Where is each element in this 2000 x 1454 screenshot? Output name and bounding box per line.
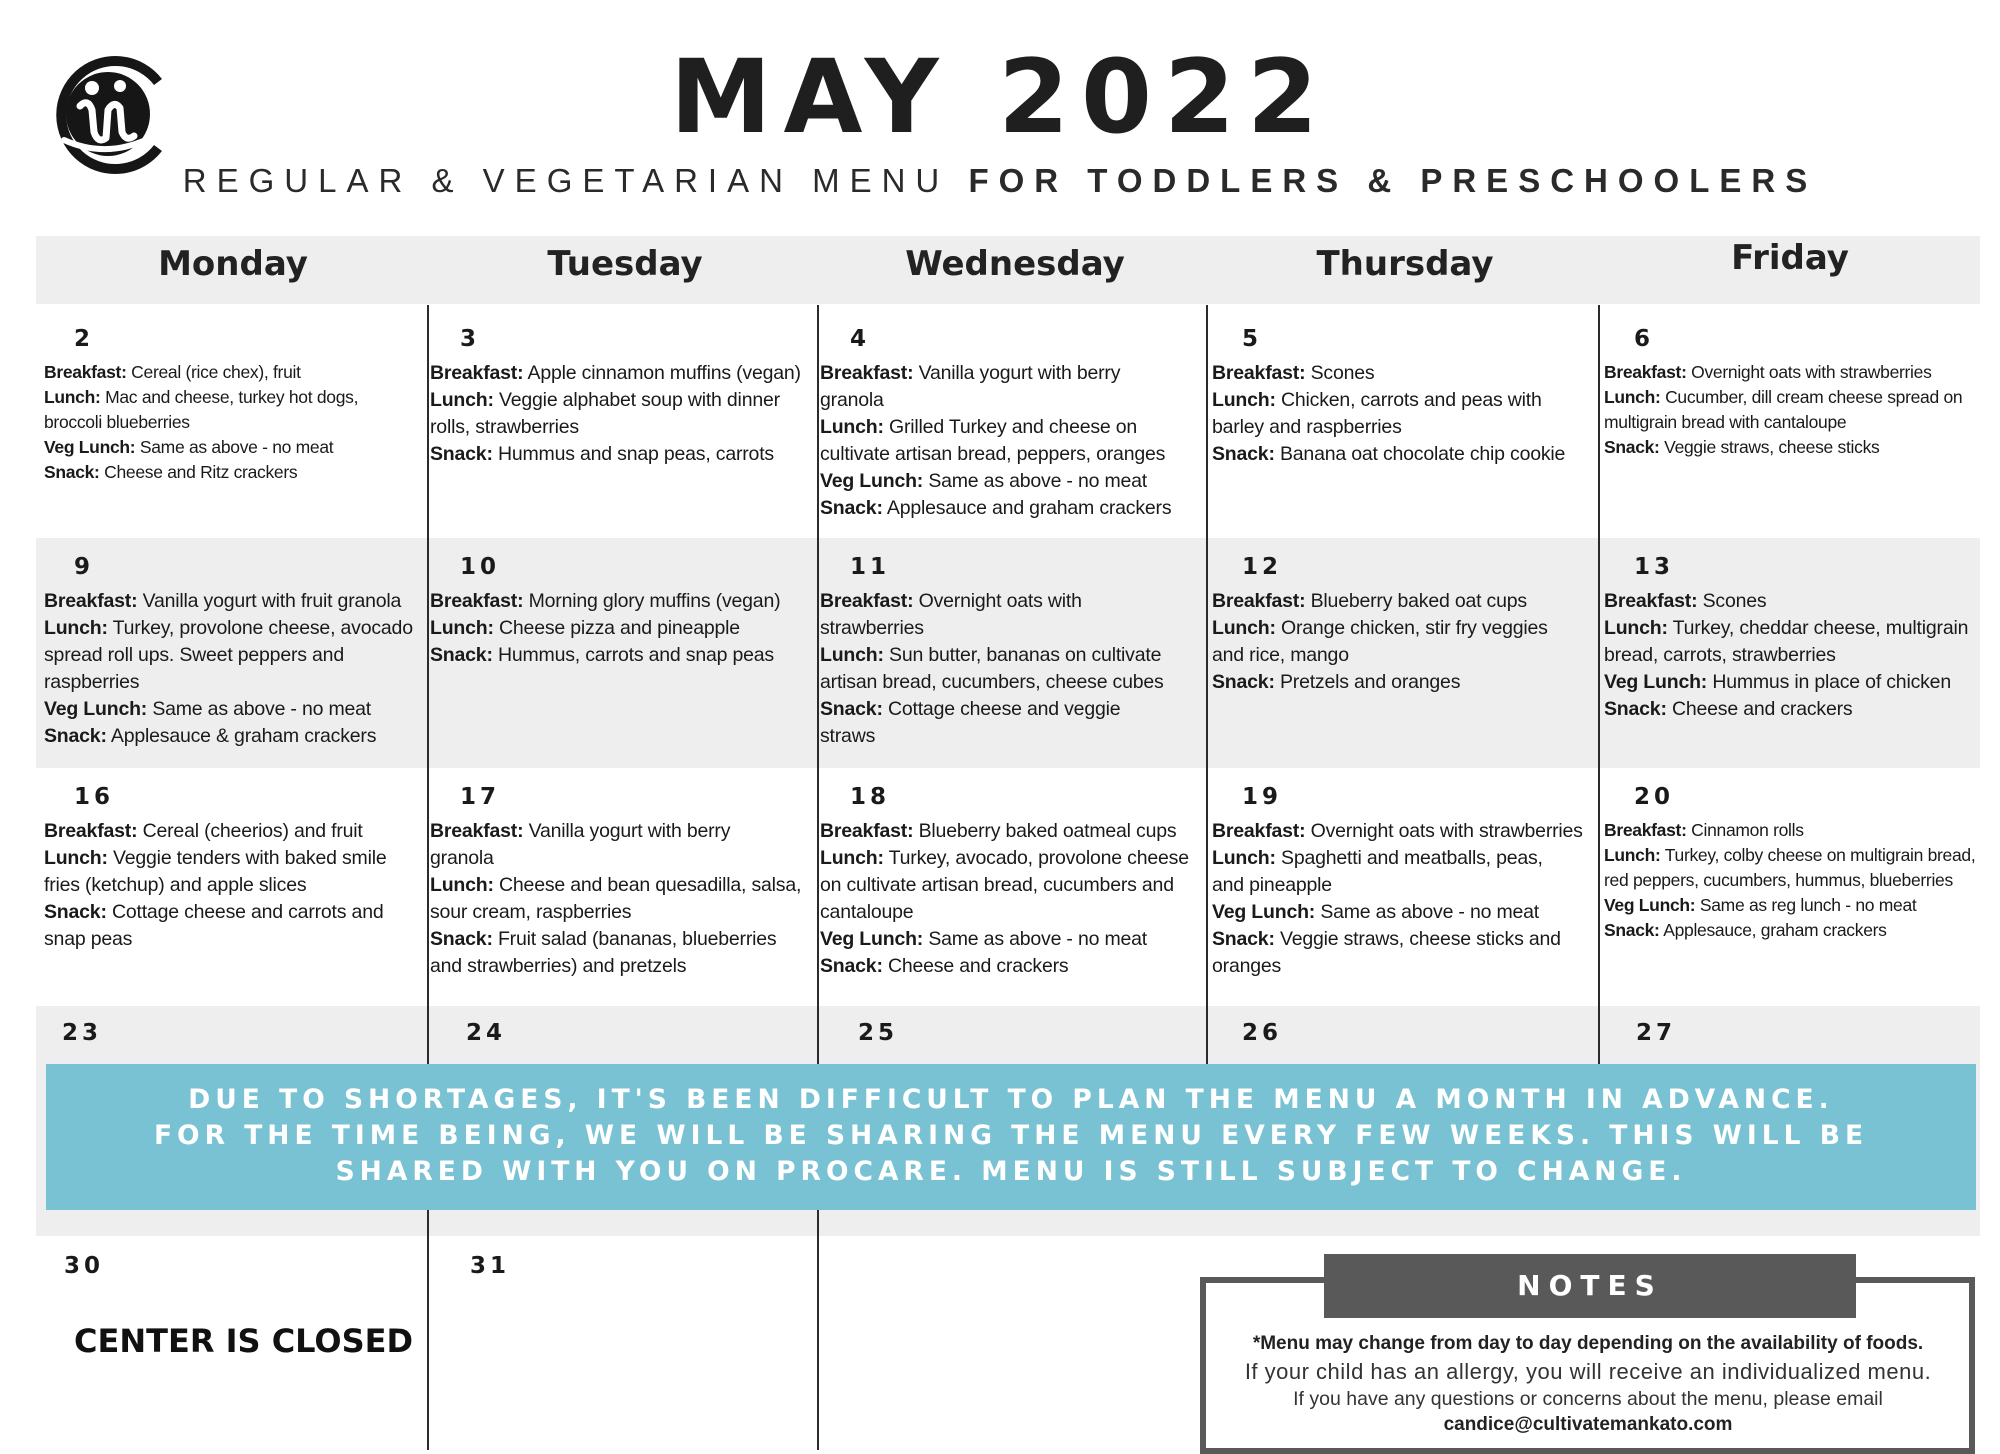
meal-label: Lunch: [1604, 845, 1661, 865]
meal-text: Veggie alphabet soup with dinner [499, 389, 780, 411]
meal-text: rolls, strawberries [430, 416, 579, 438]
meal-text: Vanilla yogurt with berry [918, 362, 1121, 384]
meal-text: Vanilla yogurt with fruit granola [142, 590, 402, 612]
day-cell [1604, 554, 1984, 723]
menu-line [44, 696, 424, 723]
meal-text: Scones [1310, 362, 1375, 384]
menu-line [44, 460, 424, 485]
meal-label: Lunch: [44, 847, 108, 869]
menu-line [1212, 615, 1596, 642]
meal-text: Overnight oats with strawberries [1310, 820, 1583, 842]
meal-label: Lunch: [1604, 617, 1668, 639]
banner-line: FOR THE TIME BEING, WE WILL BE SHARING THE MENU EVERY FEW WEEKS. THIS WILL BE [153, 1120, 1869, 1151]
meal-text: granola [430, 847, 494, 869]
date-number: 24 [466, 1020, 507, 1046]
menu-line [1212, 387, 1596, 414]
menu-line [1604, 588, 1984, 615]
date-number: 19 [1242, 784, 1283, 810]
meal-text: Mac and cheese, turkey hot dogs, [105, 387, 359, 407]
meal-label: Breakfast: [1604, 820, 1687, 840]
menu-line [44, 899, 424, 926]
date-number: 2 [74, 326, 95, 352]
meal-label: Lunch: [430, 617, 494, 639]
meal-label: Breakfast: [1604, 362, 1687, 382]
date-number: 30 [64, 1253, 105, 1279]
meal-text: Hummus and snap peas, carrots [497, 443, 774, 465]
menu-line [820, 642, 1204, 669]
meal-label: Veg Lunch: [1604, 671, 1708, 693]
meal-text: Cinnamon rolls [1691, 820, 1804, 840]
page-title: MAY 2022 [670, 38, 1330, 157]
menu-line [1604, 893, 1984, 918]
shortage-notice-banner [46, 1064, 1976, 1210]
column-divider [1598, 305, 1600, 1065]
meal-label: Breakfast: [44, 590, 138, 612]
date-number: 16 [74, 784, 115, 810]
menu-line [820, 696, 1204, 723]
meal-text: Cheese pizza and pineapple [499, 617, 740, 639]
menu-line [44, 723, 424, 750]
meal-text: Blueberry baked oatmeal cups [918, 820, 1177, 842]
menu-line [1604, 918, 1984, 943]
notes-content [1206, 1330, 1970, 1438]
meal-label: Lunch: [44, 387, 101, 407]
meal-text: Same as above - no meat [139, 437, 334, 457]
menu-line [1604, 696, 1984, 723]
meal-text: Vanilla yogurt with berry [528, 820, 731, 842]
day-cell [1212, 326, 1596, 468]
meal-text: Chicken, carrots and peas with [1281, 389, 1542, 411]
menu-line [430, 845, 814, 872]
meal-text: Same as above - no meat [928, 470, 1148, 492]
meal-text: artisan bread, cucumbers, cheese cubes [820, 671, 1164, 693]
meal-label: Snack: [820, 698, 883, 720]
menu-line [44, 615, 424, 642]
menu-line [820, 872, 1204, 899]
meal-text: Turkey, provolone cheese, avocado [112, 617, 413, 639]
day-header-wednesday: Wednesday [905, 244, 1125, 284]
menu-line [430, 441, 814, 468]
meal-text: Apple cinnamon muffins (vegan) [527, 362, 801, 384]
menu-line [1212, 845, 1596, 872]
menu-line [430, 926, 814, 953]
meal-text: Applesauce and graham crackers [886, 497, 1172, 519]
meal-label: Snack: [1604, 920, 1660, 940]
menu-line [430, 588, 814, 615]
meal-text: oranges [1212, 955, 1282, 977]
meal-text: spread roll ups. Sweet peppers and [44, 644, 344, 666]
day-cell [430, 326, 814, 468]
meal-text: sour cream, raspberries [430, 901, 632, 923]
menu-line [820, 360, 1204, 387]
meal-label: Lunch: [1212, 847, 1276, 869]
meal-label: Breakfast: [1212, 362, 1306, 384]
menu-line [1604, 410, 1984, 435]
menu-line [1604, 818, 1984, 843]
notes-title: NOTES [1324, 1254, 1856, 1318]
banner-line: SHARED WITH YOU ON PROCARE. MENU IS STILL SUBJECT TO CHANGE. [335, 1156, 1687, 1187]
meal-text: Pretzels and oranges [1279, 671, 1461, 693]
menu-line [820, 953, 1204, 980]
menu-line [44, 818, 424, 845]
meal-text: Same as above - no meat [1320, 901, 1540, 923]
menu-line [44, 360, 424, 385]
date-number: 5 [1242, 326, 1263, 352]
date-number: 9 [74, 554, 95, 580]
meal-text: and rice, mango [1212, 644, 1349, 666]
notes-line: *Menu may change from day to day depending on the availability of foods. [1252, 1333, 1924, 1354]
meal-label: Snack: [1212, 671, 1275, 693]
meal-label: Breakfast: [430, 362, 524, 384]
menu-line [430, 872, 814, 899]
meal-text: multigrain bread with cantaloupe [1604, 412, 1847, 432]
menu-line [820, 845, 1204, 872]
menu-line [820, 818, 1204, 845]
meal-label: Lunch: [820, 644, 884, 666]
meal-text: Veggie straws, cheese sticks [1664, 437, 1880, 457]
day-cell [44, 784, 424, 953]
menu-line [820, 495, 1204, 522]
subtitle-regular: REGULAR & VEGETARIAN MENU [182, 162, 950, 199]
date-number: 18 [850, 784, 891, 810]
menu-line [430, 414, 814, 441]
date-number: 23 [62, 1020, 103, 1046]
meal-text: Cereal (cheerios) and fruit [142, 820, 363, 842]
column-divider [817, 305, 819, 1065]
day-header-monday: Monday [158, 244, 308, 284]
meal-text: Same as above - no meat [928, 928, 1148, 950]
date-number: 26 [1242, 1020, 1283, 1046]
menu-line [820, 588, 1204, 615]
meal-text: Cheese and crackers [887, 955, 1069, 977]
date-number: 17 [460, 784, 501, 810]
meal-label: Veg Lunch: [44, 437, 136, 457]
menu-line [1604, 868, 1984, 893]
meal-text: Cucumber, dill cream cheese spread on [1665, 387, 1963, 407]
menu-line [1604, 642, 1984, 669]
meal-text: straws [820, 725, 876, 747]
menu-line [1212, 926, 1596, 953]
subtitle-bold: FOR TODDLERS & PRESCHOOLERS [968, 162, 1818, 199]
meal-text: Hummus in place of chicken [1712, 671, 1951, 693]
meal-label: Lunch: [1212, 389, 1276, 411]
meal-label: Breakfast: [1604, 590, 1698, 612]
meal-label: Snack: [1212, 928, 1275, 950]
meal-text: Cottage cheese and carrots and [111, 901, 384, 923]
day-cell [820, 554, 1204, 750]
day-header-tuesday: Tuesday [547, 244, 703, 284]
menu-line [1604, 360, 1984, 385]
page-subtitle [0, 162, 2000, 200]
meal-text: granola [820, 389, 884, 411]
day-cell [820, 784, 1204, 980]
menu-line [430, 818, 814, 845]
meal-text: Overnight oats with [918, 590, 1082, 612]
meal-text: bread, carrots, strawberries [1604, 644, 1836, 666]
date-number: 10 [460, 554, 501, 580]
menu-line [820, 926, 1204, 953]
menu-line [44, 926, 424, 953]
menu-line [1212, 588, 1596, 615]
meal-text: strawberries [820, 617, 924, 639]
meal-label: Lunch: [430, 874, 494, 896]
meal-text: Turkey, avocado, provolone cheese [888, 847, 1189, 869]
menu-line [820, 414, 1204, 441]
meal-label: Breakfast: [44, 820, 138, 842]
meal-label: Snack: [1604, 437, 1660, 457]
menu-line [820, 899, 1204, 926]
date-number: 20 [1634, 784, 1675, 810]
meal-text: Applesauce, graham crackers [1663, 920, 1887, 940]
menu-line [820, 669, 1204, 696]
meal-text: Fruit salad (bananas, blueberries [497, 928, 777, 950]
meal-label: Lunch: [1212, 617, 1276, 639]
date-number: 4 [850, 326, 871, 352]
day-header-friday: Friday [1731, 238, 1849, 278]
meal-label: Veg Lunch: [820, 928, 924, 950]
day-cell [1604, 784, 1984, 943]
meal-text: fries (ketchup) and apple slices [44, 874, 307, 896]
meal-text: cantaloupe [820, 901, 914, 923]
menu-line [1604, 385, 1984, 410]
meal-label: Breakfast: [1212, 820, 1306, 842]
meal-text: and pineapple [1212, 874, 1332, 896]
menu-line [1212, 899, 1596, 926]
meal-label: Breakfast: [44, 362, 127, 382]
meal-text: Turkey, colby cheese on multigrain bread, [1664, 845, 1976, 865]
menu-line [1212, 872, 1596, 899]
menu-line [430, 899, 814, 926]
day-cell [820, 326, 1204, 522]
meal-text: Veggie tenders with baked smile [113, 847, 387, 869]
meal-label: Veg Lunch: [44, 698, 148, 720]
meal-text: Hummus, carrots and snap peas [497, 644, 774, 666]
menu-line [44, 845, 424, 872]
day-cell [44, 554, 424, 750]
meal-label: Veg Lunch: [1212, 901, 1316, 923]
meal-text: Morning glory muffins (vegan) [528, 590, 781, 612]
menu-line [820, 387, 1204, 414]
day-cell [430, 554, 814, 669]
meal-label: Lunch: [44, 617, 108, 639]
meal-label: Breakfast: [820, 590, 914, 612]
meal-text: Overnight oats with strawberries [1691, 362, 1932, 382]
meal-text: cultivate artisan bread, peppers, oranges [820, 443, 1166, 465]
date-number: 11 [850, 554, 891, 580]
meal-text: Applesauce & graham crackers [110, 725, 377, 747]
menu-line [44, 588, 424, 615]
meal-text: red peppers, cucumbers, hummus, blueberries [1604, 870, 1953, 890]
date-number: 6 [1634, 326, 1655, 352]
meal-label: Snack: [44, 725, 107, 747]
menu-line [1212, 441, 1596, 468]
meal-text: Spaghetti and meatballs, peas, [1281, 847, 1543, 869]
meal-text: Same as above - no meat [152, 698, 372, 720]
meal-label: Lunch: [430, 389, 494, 411]
meal-label: Breakfast: [1212, 590, 1306, 612]
menu-line [820, 468, 1204, 495]
meal-text: Sun butter, bananas on cultivate [889, 644, 1162, 666]
date-number: 13 [1634, 554, 1675, 580]
menu-line [430, 642, 814, 669]
menu-line [44, 872, 424, 899]
menu-line [820, 441, 1204, 468]
menu-line [820, 723, 1204, 750]
meal-label: Lunch: [1604, 387, 1661, 407]
meal-text: Blueberry baked oat cups [1310, 590, 1527, 612]
day-cell [1212, 784, 1596, 980]
banner-line: DUE TO SHORTAGES, IT'S BEEN DIFFICULT TO PLAN THE MENU A MONTH IN ADVANCE. [188, 1084, 1834, 1115]
column-divider [817, 1210, 819, 1450]
menu-line [44, 642, 424, 669]
menu-line [1212, 669, 1596, 696]
menu-line [430, 360, 814, 387]
menu-line [1604, 435, 1984, 460]
meal-label: Snack: [1604, 698, 1667, 720]
meal-text: broccoli blueberries [44, 412, 190, 432]
column-divider [427, 1210, 429, 1450]
meal-label: Breakfast: [820, 362, 914, 384]
meal-text: snap peas [44, 928, 133, 950]
menu-line [1212, 818, 1596, 845]
meal-text: Banana oat chocolate chip cookie [1279, 443, 1566, 465]
day-cell [1212, 554, 1596, 696]
meal-label: Breakfast: [430, 590, 524, 612]
meal-text: and strawberries) and pretzels [430, 955, 687, 977]
notes-line: If you have any questions or concerns about the menu, please email [1293, 1388, 1883, 1410]
meal-text: raspberries [44, 671, 140, 693]
meal-label: Lunch: [820, 847, 884, 869]
meal-label: Snack: [430, 644, 493, 666]
meal-label: Snack: [430, 443, 493, 465]
menu-line [1212, 953, 1596, 980]
meal-label: Snack: [44, 901, 107, 923]
center-closed-label: CENTER IS CLOSED [74, 1322, 414, 1360]
menu-line [44, 410, 424, 435]
meal-text: Grilled Turkey and cheese on [889, 416, 1138, 438]
meal-label: Snack: [44, 462, 100, 482]
meal-text: Cheese and bean quesadilla, salsa, [499, 874, 802, 896]
day-cell [1604, 326, 1984, 460]
column-divider [427, 305, 429, 1065]
meal-text: Cheese and crackers [1671, 698, 1853, 720]
menu-line [430, 387, 814, 414]
notes-line: If your child has an allergy, you will receive an individualized menu. [1244, 1359, 1932, 1384]
date-number: 25 [858, 1020, 899, 1046]
menu-line [1604, 615, 1984, 642]
date-number: 31 [470, 1253, 511, 1279]
meal-label: Snack: [820, 497, 883, 519]
menu-line [1212, 642, 1596, 669]
meal-label: Snack: [1212, 443, 1275, 465]
menu-line [1604, 843, 1984, 868]
column-divider [1206, 305, 1208, 1065]
meal-label: Snack: [820, 955, 883, 977]
meal-text: Cottage cheese and veggie [887, 698, 1121, 720]
date-number: 3 [460, 326, 481, 352]
meal-text: Scones [1702, 590, 1767, 612]
meal-text: barley and raspberries [1212, 416, 1402, 438]
meal-text: Turkey, cheddar cheese, multigrain [1672, 617, 1969, 639]
meal-text: Orange chicken, stir fry veggies [1281, 617, 1548, 639]
meal-label: Lunch: [820, 416, 884, 438]
meal-text: Cereal (rice chex), fruit [131, 362, 301, 382]
menu-line [44, 435, 424, 460]
day-header-thursday: Thursday [1316, 244, 1494, 284]
meal-label: Breakfast: [430, 820, 524, 842]
menu-line [430, 615, 814, 642]
meal-label: Veg Lunch: [1604, 895, 1696, 915]
menu-line [44, 669, 424, 696]
meal-text: on cultivate artisan bread, cucumbers and [820, 874, 1174, 896]
meal-text: Same as reg lunch - no meat [1699, 895, 1917, 915]
date-number: 12 [1242, 554, 1283, 580]
meal-label: Snack: [430, 928, 493, 950]
meal-text: Cheese and Ritz crackers [104, 462, 298, 482]
day-cell [430, 784, 814, 980]
menu-line [1604, 669, 1984, 696]
notes-email: candice@cultivatemankato.com [1443, 1414, 1733, 1435]
menu-line [1212, 360, 1596, 387]
menu-line [820, 615, 1204, 642]
meal-label: Breakfast: [820, 820, 914, 842]
day-cell [44, 326, 424, 485]
date-number: 27 [1636, 1020, 1677, 1046]
menu-line [1212, 414, 1596, 441]
menu-line [430, 953, 814, 980]
meal-label: Veg Lunch: [820, 470, 924, 492]
menu-line [44, 385, 424, 410]
meal-text: Veggie straws, cheese sticks and [1279, 928, 1561, 950]
